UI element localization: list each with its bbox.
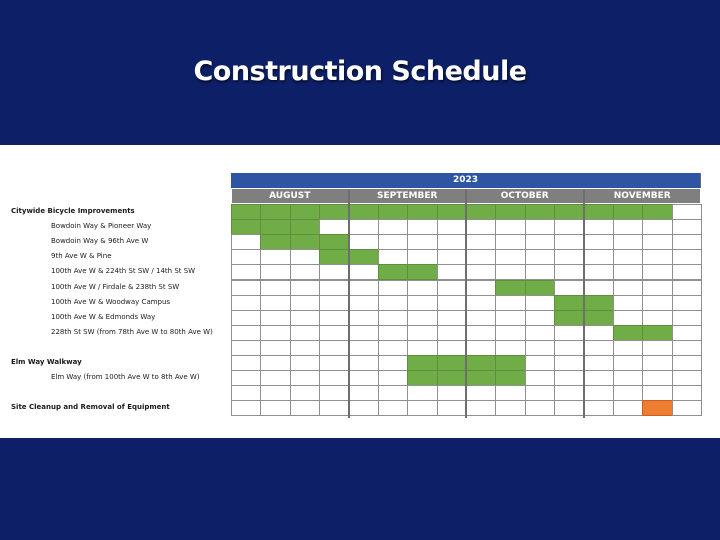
schedule-cell (642, 310, 672, 326)
month-divider (348, 189, 350, 418)
schedule-cell (584, 355, 614, 371)
schedule-cell-filled (260, 204, 290, 220)
schedule-cell (672, 355, 702, 371)
schedule-cell (231, 340, 261, 356)
schedule-cell-filled (260, 234, 290, 250)
category-label: Site Cleanup and Removal of Equipment (11, 403, 170, 412)
schedule-cell-filled (466, 204, 496, 220)
schedule-cell (672, 295, 702, 311)
schedule-cell (554, 234, 584, 250)
schedule-cell (613, 280, 643, 296)
schedule-cell (672, 310, 702, 326)
schedule-cell (407, 234, 437, 250)
schedule-cell-filled (495, 204, 525, 220)
year-header: 2023 (231, 173, 701, 188)
schedule-cell (466, 295, 496, 311)
schedule-cell (525, 310, 555, 326)
schedule-cell (495, 310, 525, 326)
schedule-cell (407, 249, 437, 265)
schedule-cell (554, 264, 584, 280)
schedule-cell-filled (290, 219, 320, 235)
schedule-cell (642, 234, 672, 250)
month-header-september: SEPTEMBER (350, 189, 466, 203)
schedule-cell (466, 264, 496, 280)
schedule-cell-filled (525, 204, 555, 220)
schedule-cell (260, 355, 290, 371)
schedule-cell (290, 385, 320, 401)
schedule-cell (231, 325, 261, 341)
schedule-cell (290, 400, 320, 416)
schedule-cell-filled (642, 400, 672, 416)
schedule-cell (613, 219, 643, 235)
schedule-cell (260, 264, 290, 280)
schedule-cell (349, 370, 379, 386)
schedule-cell (525, 400, 555, 416)
schedule-cell-filled (495, 280, 525, 296)
schedule-cell (378, 310, 408, 326)
schedule-cell (584, 325, 614, 341)
category-label: Elm Way Walkway (11, 358, 82, 366)
schedule-cell (378, 295, 408, 311)
schedule-cell-filled (407, 204, 437, 220)
schedule-cell (525, 325, 555, 341)
schedule-cell (584, 219, 614, 235)
schedule-cell (260, 370, 290, 386)
schedule-cell (407, 295, 437, 311)
schedule-cell-filled (495, 355, 525, 371)
schedule-cell (672, 219, 702, 235)
schedule-cell-filled (525, 280, 555, 296)
schedule-cell (437, 295, 467, 311)
schedule-cell (584, 234, 614, 250)
schedule-cell (260, 400, 290, 416)
schedule-cell-filled (437, 355, 467, 371)
schedule-cell (642, 295, 672, 311)
schedule-cell-filled (642, 325, 672, 341)
schedule-cell-filled (349, 204, 379, 220)
schedule-cell (290, 355, 320, 371)
schedule-cell (554, 400, 584, 416)
schedule-cell (290, 295, 320, 311)
schedule-cell (554, 219, 584, 235)
schedule-cell (349, 280, 379, 296)
schedule-cell (260, 280, 290, 296)
schedule-cell (613, 370, 643, 386)
task-label: 100th Ave W / Firdale & 238th St SW (51, 282, 180, 291)
schedule-cell (437, 400, 467, 416)
schedule-cell (378, 249, 408, 265)
schedule-cell-filled (407, 355, 437, 371)
schedule-cell-filled (554, 295, 584, 311)
schedule-cell (584, 249, 614, 265)
schedule-cell (672, 234, 702, 250)
schedule-cell (554, 370, 584, 386)
schedule-cell (378, 400, 408, 416)
schedule-cell (407, 219, 437, 235)
schedule-cell (378, 234, 408, 250)
schedule-cell (319, 264, 349, 280)
schedule-cell (466, 234, 496, 250)
schedule-cell-filled (554, 204, 584, 220)
schedule-cell (407, 400, 437, 416)
schedule-cell (319, 370, 349, 386)
schedule-cell (525, 370, 555, 386)
schedule-cell (466, 219, 496, 235)
schedule-cell (554, 385, 584, 401)
schedule-cell (672, 400, 702, 416)
schedule-cell (290, 325, 320, 341)
schedule-cell (231, 400, 261, 416)
schedule-cell (437, 249, 467, 265)
schedule-cell (290, 370, 320, 386)
schedule-cell (584, 385, 614, 401)
schedule-cell (407, 310, 437, 326)
schedule-cell (554, 249, 584, 265)
schedule-cell (613, 355, 643, 371)
schedule-cell (437, 234, 467, 250)
schedule-cell (407, 340, 437, 356)
schedule-cell (672, 280, 702, 296)
schedule-cell (319, 295, 349, 311)
schedule-cell (642, 355, 672, 371)
schedule-cell (613, 295, 643, 311)
month-header-august: AUGUST (232, 189, 348, 203)
schedule-cell-filled (613, 325, 643, 341)
schedule-cell (378, 340, 408, 356)
schedule-cell (466, 280, 496, 296)
schedule-cell (319, 310, 349, 326)
schedule-cell (672, 340, 702, 356)
schedule-cell-filled (437, 204, 467, 220)
schedule-cell (349, 310, 379, 326)
schedule-cell (437, 219, 467, 235)
schedule-cell-filled (319, 204, 349, 220)
schedule-cell-filled (260, 219, 290, 235)
schedule-cell (437, 385, 467, 401)
schedule-cell (231, 310, 261, 326)
schedule-cell (378, 355, 408, 371)
schedule-cell-filled (378, 264, 408, 280)
schedule-cell (231, 249, 261, 265)
schedule-cell (584, 264, 614, 280)
schedule-cell (378, 280, 408, 296)
schedule-cell-filled (349, 249, 379, 265)
schedule-cell (584, 280, 614, 296)
schedule-cell (378, 325, 408, 341)
schedule-cell (613, 340, 643, 356)
schedule-cell-filled (642, 204, 672, 220)
schedule-cell (231, 385, 261, 401)
schedule-cell (437, 310, 467, 326)
schedule-cell (407, 385, 437, 401)
schedule-cell (642, 219, 672, 235)
schedule-cell (349, 264, 379, 280)
schedule-cell (495, 340, 525, 356)
schedule-cell (231, 280, 261, 296)
schedule-cell (349, 385, 379, 401)
schedule-cell (495, 249, 525, 265)
schedule-cell (290, 280, 320, 296)
schedule-cell-filled (290, 234, 320, 250)
schedule-cell-filled (407, 264, 437, 280)
schedule-cell (260, 310, 290, 326)
schedule-cell (495, 295, 525, 311)
schedule-cell (495, 400, 525, 416)
task-label: 100th Ave W & Woodway Campus (51, 297, 171, 306)
schedule-cell (407, 280, 437, 296)
schedule-cell (378, 370, 408, 386)
schedule-cell (554, 340, 584, 356)
schedule-cell (260, 325, 290, 341)
schedule-cell (613, 385, 643, 401)
schedule-cell (231, 355, 261, 371)
schedule-cell (554, 280, 584, 296)
month-divider (583, 189, 585, 418)
content-panel (0, 145, 720, 438)
schedule-cell (672, 385, 702, 401)
schedule-cell-filled (437, 370, 467, 386)
schedule-cell (349, 325, 379, 341)
schedule-cell-filled (584, 204, 614, 220)
schedule-cell-filled (584, 295, 614, 311)
schedule-cell (495, 234, 525, 250)
schedule-cell (584, 340, 614, 356)
schedule-cell (349, 400, 379, 416)
schedule-grid (231, 173, 701, 418)
schedule-cell (525, 340, 555, 356)
schedule-cell (437, 280, 467, 296)
schedule-cell-filled (231, 219, 261, 235)
schedule-cell (495, 264, 525, 280)
schedule-cell (672, 264, 702, 280)
schedule-cell (672, 249, 702, 265)
schedule-cell (378, 219, 408, 235)
schedule-cell (642, 370, 672, 386)
schedule-cell (466, 400, 496, 416)
month-divider (465, 189, 467, 418)
task-label: Bowdoin Way & 96th Ave W (51, 237, 149, 246)
schedule-cell-filled (584, 310, 614, 326)
schedule-cell (290, 249, 320, 265)
schedule-cell-filled (290, 204, 320, 220)
schedule-cell (349, 295, 379, 311)
schedule-cell (525, 264, 555, 280)
schedule-cell (613, 400, 643, 416)
task-label: Bowdoin Way & Pioneer Way (51, 222, 152, 231)
schedule-cell-filled (466, 355, 496, 371)
schedule-cell (525, 355, 555, 371)
month-header-november: NOVEMBER (585, 189, 701, 203)
schedule-cell (319, 355, 349, 371)
schedule-cell (672, 370, 702, 386)
task-label: Elm Way (from 100th Ave W to 8th Ave W) (51, 373, 200, 382)
schedule-cell (642, 249, 672, 265)
schedule-cell (260, 249, 290, 265)
schedule-cell (378, 385, 408, 401)
slide-title: Construction Schedule (193, 56, 527, 87)
schedule-cell (437, 264, 467, 280)
schedule-cell (613, 234, 643, 250)
task-label: 100th Ave W & 224th St SW / 14th St SW (51, 267, 196, 276)
schedule-cell (231, 295, 261, 311)
schedule-cell (319, 340, 349, 356)
schedule-cell (260, 385, 290, 401)
month-header-october: OCTOBER (467, 189, 583, 203)
schedule-cell (349, 234, 379, 250)
schedule-cell-filled (407, 370, 437, 386)
schedule-cell (642, 264, 672, 280)
schedule-cell (349, 340, 379, 356)
schedule-cell-filled (466, 370, 496, 386)
schedule-cell (672, 204, 702, 220)
schedule-cell (437, 325, 467, 341)
schedule-cell (525, 385, 555, 401)
schedule-cell-filled (231, 204, 261, 220)
schedule-cell (525, 249, 555, 265)
schedule-cell (554, 325, 584, 341)
schedule-cell-filled (319, 249, 349, 265)
schedule-cell (319, 219, 349, 235)
schedule-cell (613, 264, 643, 280)
schedule-cell-filled (495, 370, 525, 386)
schedule-cell (584, 400, 614, 416)
schedule-cell (349, 355, 379, 371)
schedule-cell (642, 280, 672, 296)
schedule-cell (437, 340, 467, 356)
schedule-cell (642, 340, 672, 356)
schedule-cell (672, 325, 702, 341)
schedule-cell (495, 385, 525, 401)
schedule-cell (290, 340, 320, 356)
schedule-cell (290, 264, 320, 280)
schedule-cell (349, 219, 379, 235)
schedule-cell (495, 219, 525, 235)
schedule-cell (584, 370, 614, 386)
schedule-cell (466, 310, 496, 326)
schedule-cell (319, 280, 349, 296)
schedule-cell (231, 370, 261, 386)
schedule-cell (407, 325, 437, 341)
schedule-cell (231, 234, 261, 250)
schedule-cell (613, 249, 643, 265)
category-label: Citywide Bicycle Improvements (11, 207, 135, 215)
schedule-cell-filled (554, 310, 584, 326)
schedule-cell (642, 385, 672, 401)
schedule-cell (260, 340, 290, 356)
schedule-cell (525, 295, 555, 311)
schedule-cell (525, 234, 555, 250)
schedule-cell-filled (378, 204, 408, 220)
schedule-cell (495, 325, 525, 341)
schedule-cell (554, 355, 584, 371)
schedule-cell (466, 325, 496, 341)
task-label: 228th St SW (from 78th Ave W to 80th Ave W) (51, 327, 213, 336)
schedule-cell-filled (319, 234, 349, 250)
schedule-cell (319, 400, 349, 416)
schedule-cell (260, 295, 290, 311)
schedule-cell (319, 385, 349, 401)
schedule-cell (319, 325, 349, 341)
task-label: 100th Ave W & Edmonds Way (51, 312, 156, 321)
schedule-cell-filled (613, 204, 643, 220)
schedule-cell (525, 219, 555, 235)
schedule-cell (466, 249, 496, 265)
schedule-cell (290, 310, 320, 326)
schedule-cell (231, 264, 261, 280)
schedule-cell (613, 310, 643, 326)
task-label: 9th Ave W & Pine (51, 252, 112, 261)
schedule-cell (466, 385, 496, 401)
schedule-cell (466, 340, 496, 356)
